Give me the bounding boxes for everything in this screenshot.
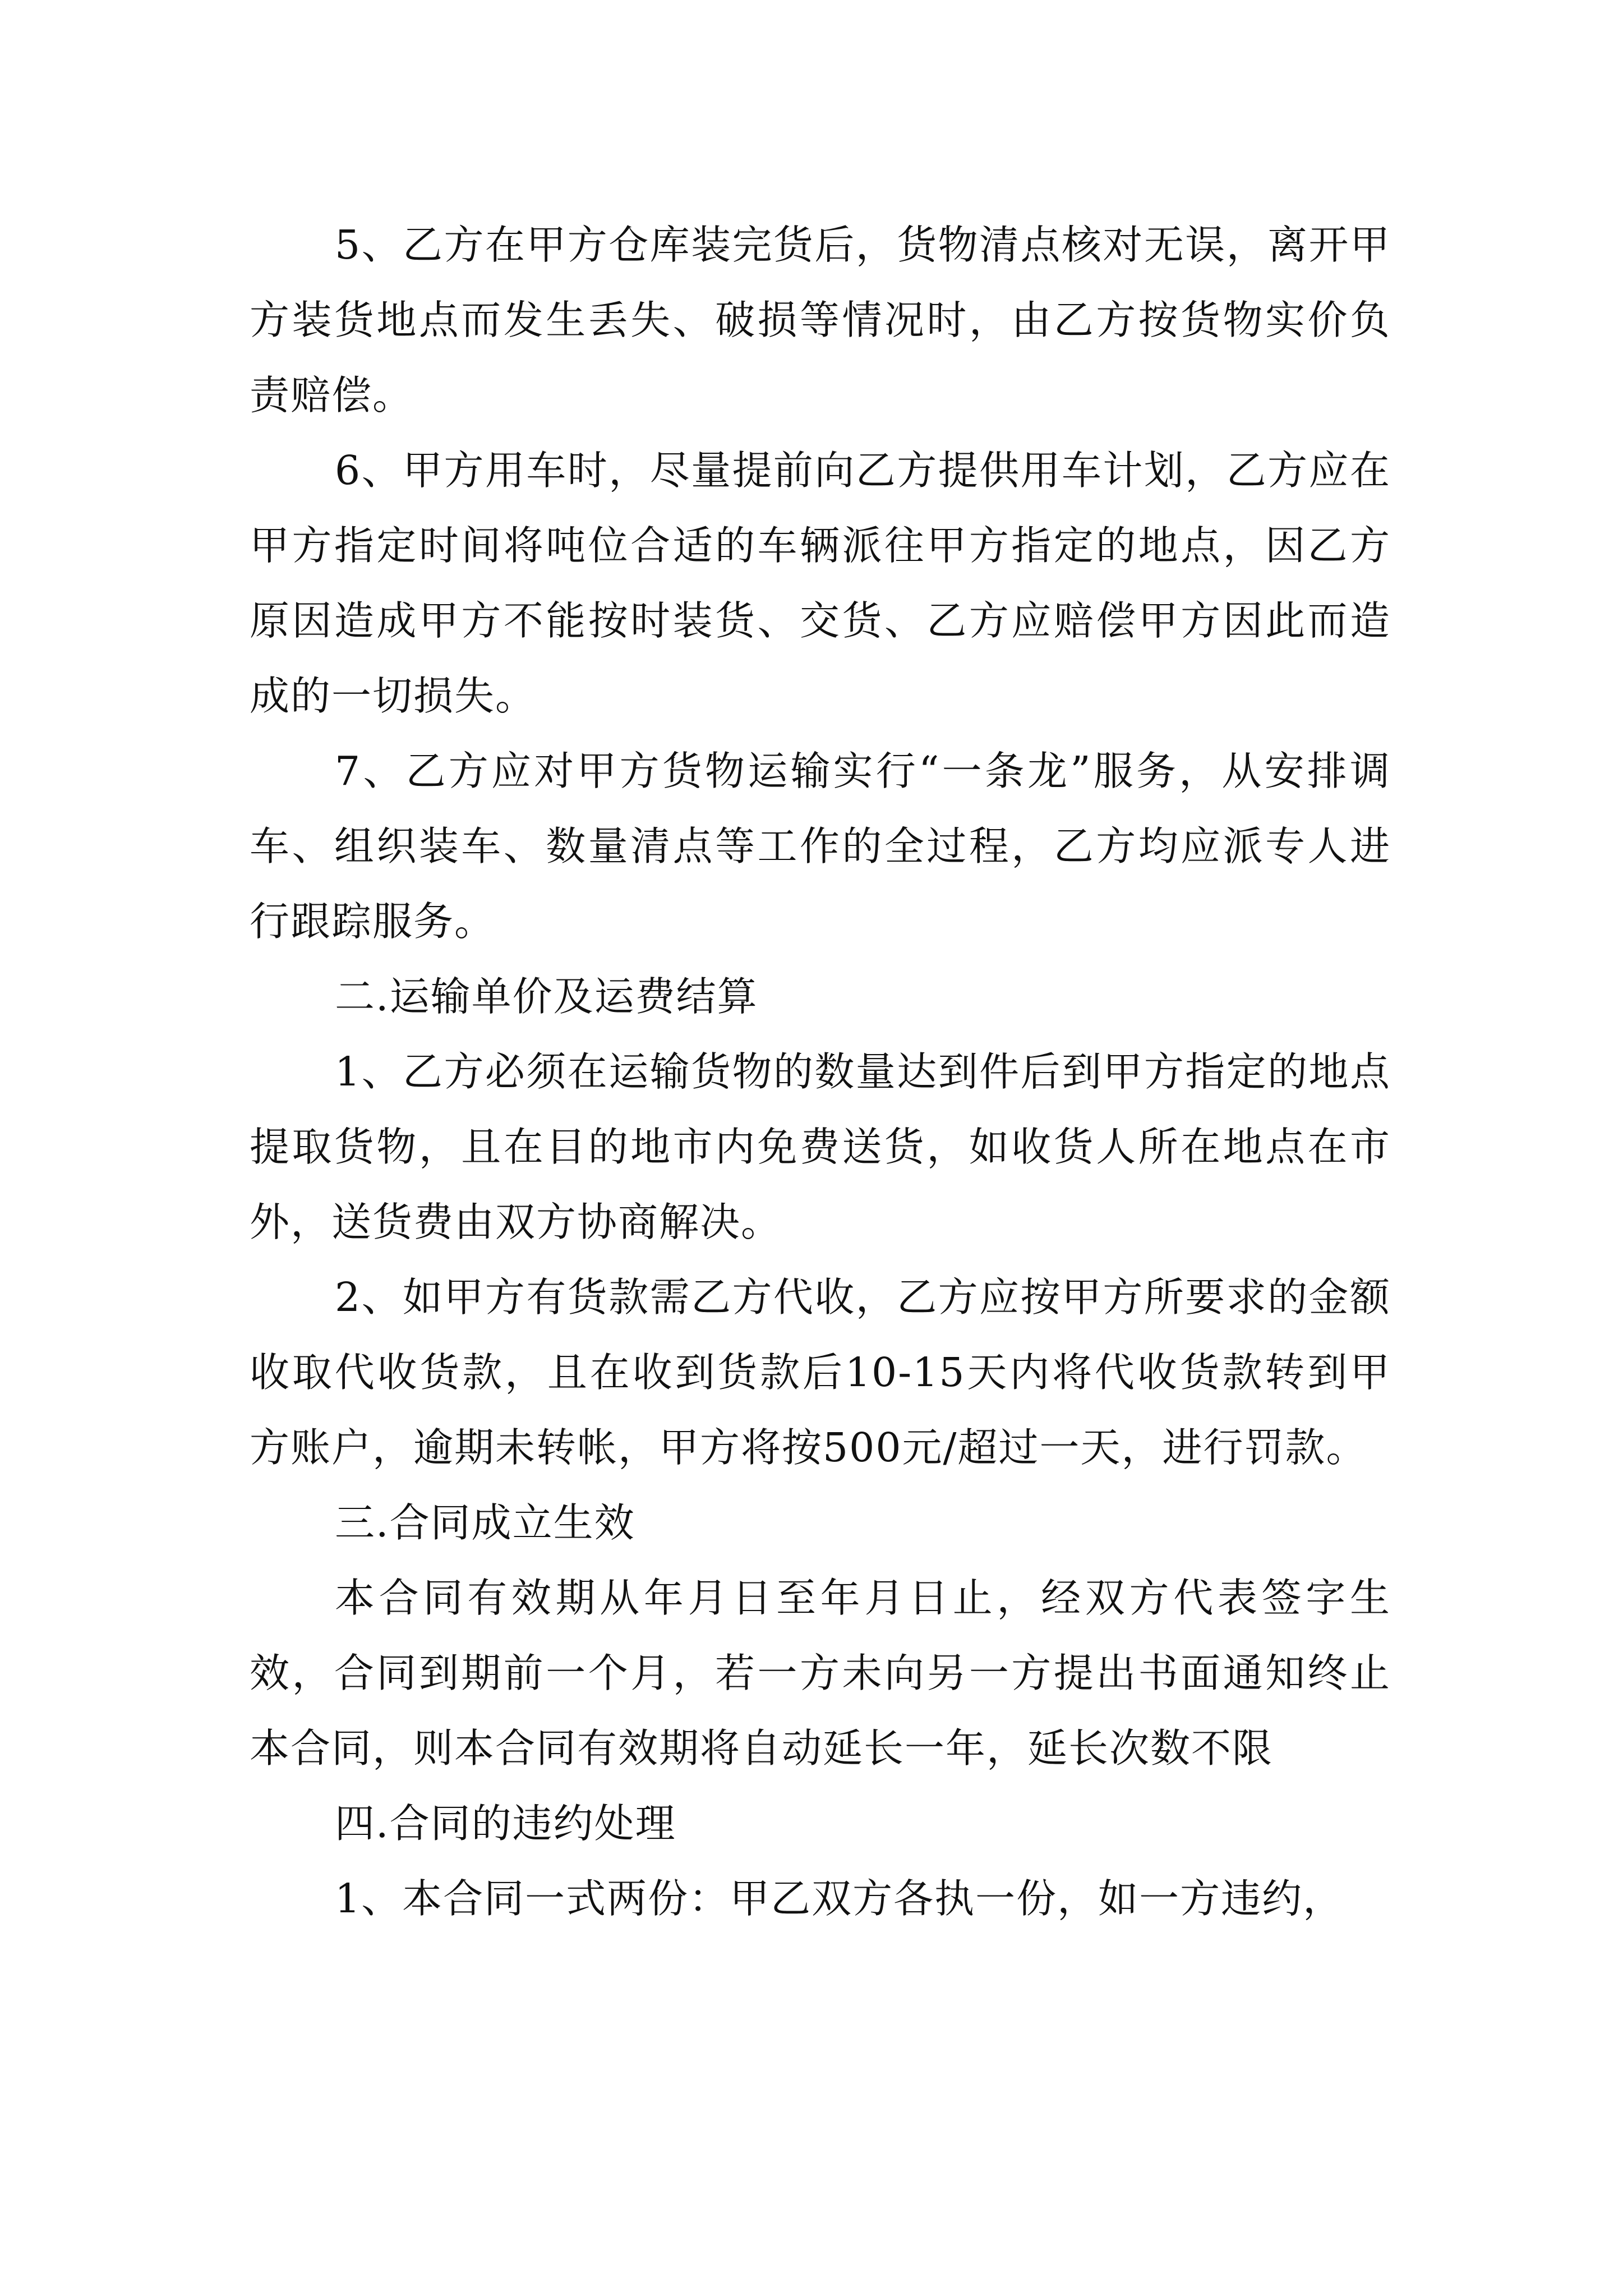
section-3-paragraph: 本合同有效期从年月日至年月日止，经双方代表签字生效，合同到期前一个月，若一方未向另一方提出书面通知终止本合同，则本合同有效期将自动延长一年，延长次数不限 [250,1575,1391,1772]
clause-7-paragraph: 7、乙方应对甲方货物运输实行“一条龙”服务，从安排调车、组织装车、数量清点等工作的全过程，乙方均应派专人进行跟踪服务。 [250,748,1391,945]
section-2-clause-2-paragraph: 2、如甲方有货款需乙方代收，乙方应按甲方所要求的金额收取代收货款，且在收到货款后10-15天内将代收货款转到甲方账户，逾期未转帐，甲方将按500元/超过一天，进行罚款。 [250,1274,1391,1471]
section-4-heading: 四.合同的违约处理 [335,1800,676,1847]
section-3-heading: 三.合同成立生效 [335,1499,635,1546]
clause-6-paragraph: 6、甲方用车时，尽量提前向乙方提供用车计划，乙方应在甲方指定时间将吨位合适的车辆派往甲方指定的地点，因乙方原因造成甲方不能按时装货、交货、乙方应赔偿甲方因此而造成的一切损失。 [250,447,1391,719]
section-2-heading: 二.运输单价及运费结算 [335,973,758,1020]
document-body [250,208,1391,1936]
section-4-clause-1-paragraph: 1、本合同一式两份：甲乙双方各执一份，如一方违约， [335,1875,1344,1922]
section-2-clause-1-paragraph: 1、乙方必须在运输货物的数量达到件后到甲方指定的地点提取货物，且在目的地市内免费送货，如收货人所在地点在市外，送货费由双方协商解决。 [250,1048,1391,1245]
clause-5-paragraph: 5、乙方在甲方仓库装完货后，货物清点核对无误，离开甲方装货地点而发生丢失、破损等情况时，由乙方按货物实价负责赔偿。 [250,222,1391,418]
